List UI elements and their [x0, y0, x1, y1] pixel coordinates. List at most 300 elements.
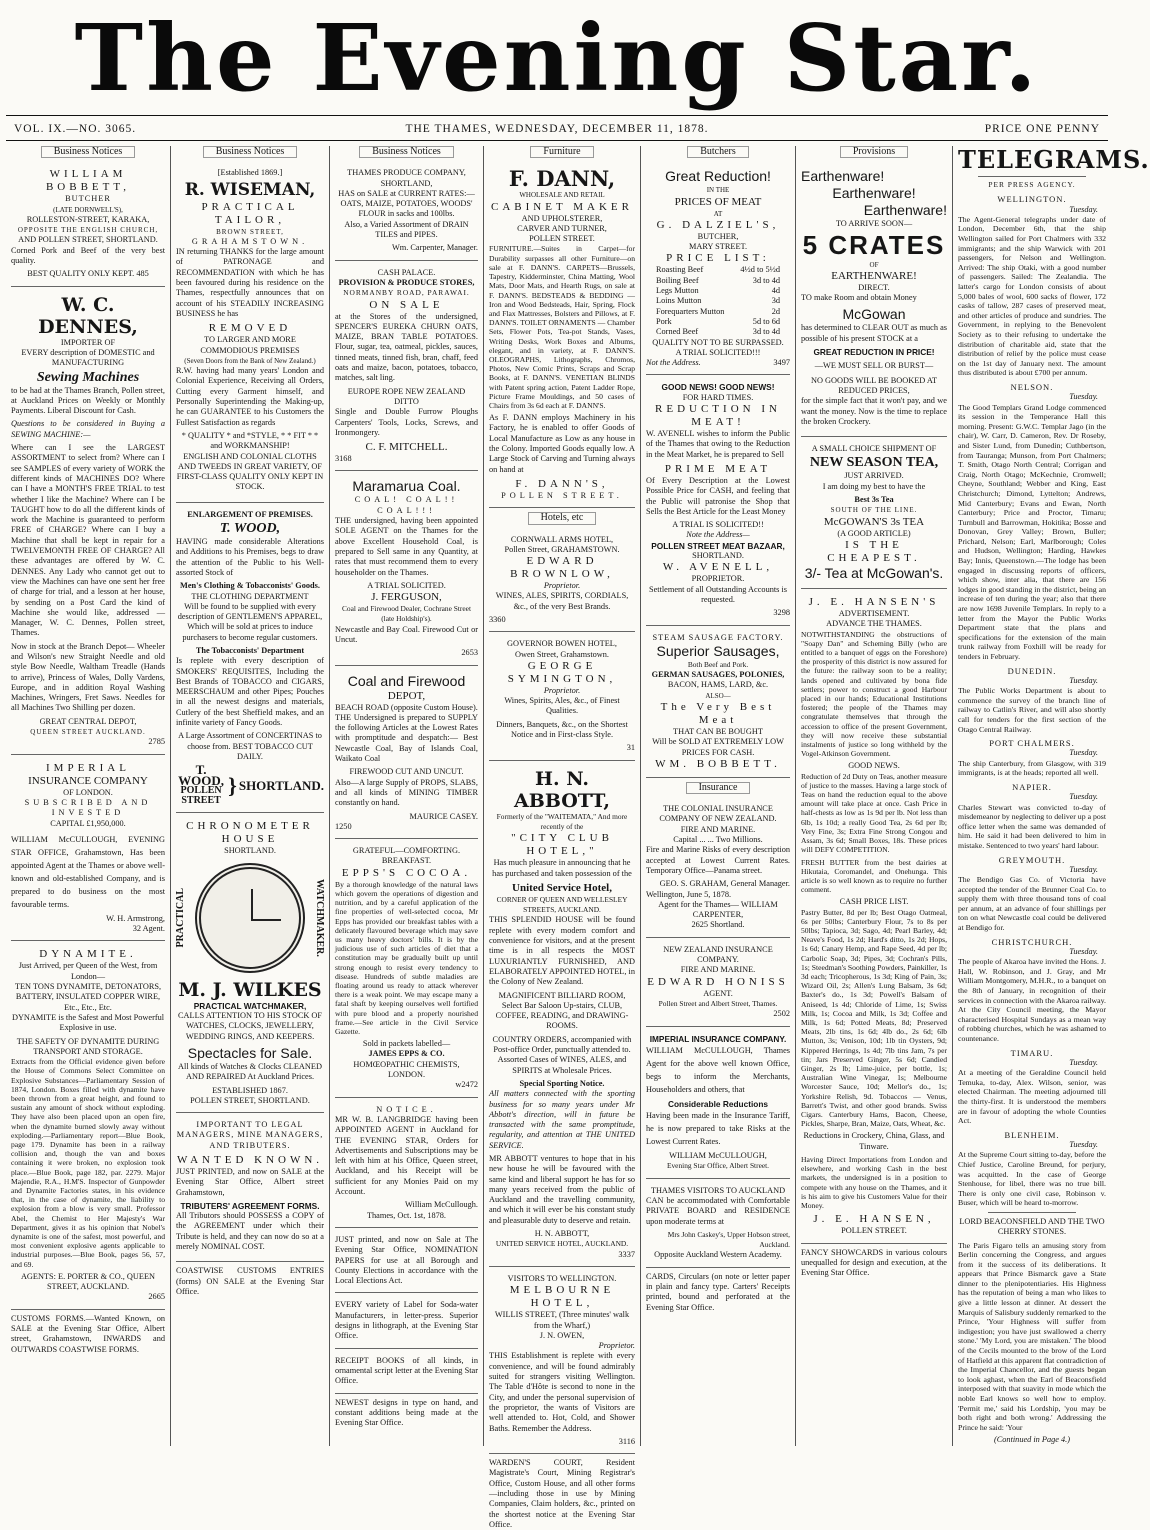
advert-text: COUNTRY ORDERS, accompanied with Post-office Order, punctually attended to. Assorted Cases of WINES, ALES, and SPIRITS at Wholesale Prices.: [492, 1034, 632, 1075]
advert-customs-forms: CUSTOMS FORMS.—Wanted Known, on SALE at the Evening Star Office, Albert street, Grahamstown, INWARDS and OUTWARDS COASTWISE FORMS.: [11, 1313, 165, 1354]
advert-notice-langbridge: [335, 1102, 478, 1228]
advert-address: SHORTLAND.: [692, 551, 744, 561]
advert-text: Wines, Spirits, Ales, &c., of Finest Qualities.: [504, 696, 620, 716]
advert-line: Proprietor.: [543, 685, 581, 695]
advert-address: SHORTLAND.: [238, 777, 324, 793]
advert-line: (LATE DORNWELL'S),: [53, 205, 123, 214]
telegram-item: [958, 382, 1106, 662]
advert-line: EARTHENWARE!: [831, 269, 917, 282]
advert-heading: Men's Clothing & Tobacconists' Goods.: [180, 581, 320, 591]
advert-line: AGENT.: [703, 988, 733, 998]
advert-heading: Earthenware!: [832, 185, 916, 202]
advert-line: [Established 1869.]: [217, 168, 283, 178]
advert-heading: Maramarua Coal.: [352, 478, 461, 495]
advert-heading: GOOD NEWS.: [848, 761, 900, 771]
advert-dalziel: [646, 165, 790, 375]
advert-colonial-insurance: [646, 801, 790, 938]
advert-nomination-papers: JUST printed, and now on Sale at The Evening Star Office, NOMINATION PAPERS for use at all Borough and County Elections in accordance with the Local Elections Act.: [335, 1232, 478, 1293]
advert-line: HAS on SALE at CURRENT RATES:—: [338, 188, 475, 198]
advert-epps-cocoa: [335, 843, 478, 1098]
advert-line: PROPRIETOR.: [691, 574, 745, 584]
advert-heading: IMPERIAL: [46, 761, 130, 774]
advert-signature: WILLIAM McCULLOUGH,: [669, 1151, 767, 1161]
advert-soda-labels: EVERY variety of Label for Soda-water Manufacturers, in letter-press. Superior designs in lithograph, at the Evening Star Office.: [335, 1297, 478, 1348]
advert-address: Pollen Street, GRAHAMSTOWN.: [504, 544, 620, 554]
advert-signature: Wm. Carpenter, Manager.: [391, 243, 478, 253]
telegram-place: BLENHEIM.: [1004, 1129, 1060, 1140]
advert-heading: Earthenware!: [863, 202, 947, 219]
advert-trade: PRACTICAL TAILOR,: [201, 200, 299, 226]
advert-name: EPPS'S COCOA.: [341, 866, 472, 879]
advert-text: W. AVENELL wishes to inform the Public of the Thames that owing to the Reduction in the Meat Market, he is prepared to Sell: [646, 429, 790, 459]
price-list-row: [656, 276, 780, 286]
column-heading: Provisions: [801, 146, 947, 160]
advert-bobbett-sausages: [646, 630, 790, 778]
telegram-place: NAPIER.: [1012, 781, 1052, 792]
advert-heading: Great Reduction!: [665, 168, 771, 185]
column-6: [796, 146, 952, 1446]
telegram-day: Tuesday.: [1069, 864, 1098, 874]
telegram-item: [958, 937, 1106, 1044]
advert-line: DIRECT.: [858, 282, 890, 292]
advert-text: THE Undersigned is prepared to SUPPLY the following Articles at the Lowest Rates with promptitude and despatch:— Best Newcastle Coal, Bay of Islands Coal, Waikato Coal: [335, 712, 478, 764]
advert-line: CAPITAL £1,950,000.: [50, 818, 126, 828]
advert-text: TO make Room and obtain Money: [801, 293, 917, 303]
newspaper-title: The Evening Star.: [74, 4, 1040, 112]
advert-line: QUEEN STREET AUCKLAND.: [30, 728, 146, 737]
section-heading-insurance: Insurance: [646, 782, 790, 796]
advert-line: OF: [869, 260, 879, 269]
price: PRICE ONE PENNY: [984, 123, 1100, 135]
advert-fancy-showcards: FANCY SHOWCARDS in various colours unequalled for design and execution, at the Evening Star Office.: [801, 1247, 947, 1278]
advert-line: IMPORTER OF: [60, 337, 116, 347]
advert-coastwise-entries: COASTWISE CUSTOMS ENTRIES (forms) ON SALE at the Evening Star Office.: [176, 1266, 324, 1296]
advert-heading: WANTED KNOWN.: [176, 1154, 324, 1166]
telegrams-heading: TELEGRAMS.: [958, 145, 1150, 174]
advert-heading: Superior Sausages,: [656, 642, 780, 659]
advert-line: A TRIAL SOLICITED!!!: [675, 347, 761, 357]
advert-address: BROWN STREET,: [216, 227, 284, 236]
advert-text: IN returning THANKS for the large amount of PATRONAGE and RECOMMENDATION with which he has been favoured during his residence on the Thames, respectfully announces that on account of his STEADILY INCREASING BUSINESS he has: [176, 247, 324, 318]
advert-number: w2472: [455, 1080, 478, 1090]
advert-line: (Seven Doors from the Bank of New Zealand.): [184, 356, 316, 365]
advert-line: THAT CAN BE BOUGHT: [673, 726, 763, 736]
telegram-text: Charles Stewart was convicted to-day of misdemeanor by neglecting to deliver up a post office letter when the same was demanded of him. He said it had been delivered to him in mistake. Sentenced to two years' hard labour.: [958, 802, 1106, 850]
telegram-item: [958, 1048, 1106, 1126]
advert-line: Proprietor.: [598, 1341, 635, 1351]
advert-side-label: PRACTICAL: [175, 888, 186, 948]
advert-line: EVERY description of DOMESTIC and MANUFACTURING: [21, 347, 155, 368]
telegram-item: [958, 855, 1106, 933]
advert-number: 31: [626, 743, 635, 753]
advert-heading: TRIBUTERS' AGREEMENT FORMS.: [180, 1200, 320, 1211]
advert-heading: THE COLONIAL INSURANCE COMPANY OF NEW ZEALAND.: [659, 804, 777, 824]
advert-wardens-court-forms: WARDEN'S COURT, Resident Magistrate's Court, Mining Registrar's Office, Custom House, and all other forms—including those in use by Mining Companies, Claim holders, &c., printed on the shortest notice at the Evening Star Office.: [489, 1458, 635, 1529]
advert-trade: CABINET MAKER: [491, 200, 633, 213]
advert-text: has determined to CLEAR OUT as much as possible of his present STOCK at a: [801, 323, 947, 343]
advert-address: BEACH ROAD (opposite Custom House).: [335, 702, 478, 712]
telegram-day: Tuesday.: [1069, 792, 1098, 802]
price-value: 4d: [771, 286, 780, 296]
telegram-text: The Good Templars Grand Lodge commenced its session in the Temperance Hall this morning. Present: G.W.C. Templar Jago (in the chair), W. Carr, D. Cameron, Rev. Dr Roseby, and Sister Lund, from Dunedin; Cuthbertson, from Tauranga; Munson, from Port Chalmers; T. Smith, Otago North Central; Corrigan and Craig, North Otago; McKechnie, Cromwell; Cheyne, Southland; Webber and King, East Christchurch; Dimond, Lyttelton; Andrews, Mid Canterbury; Evans and Ewan, North Canterbury; Price and Proctor, Timaru; Turnbull and Barrowman, Hokitika; Bosse and Donovan, Grey Valley; Brown, Buller; Prichard, Nelson; Earl, Marlborough; Coles and Hudson, Wellington; Harding, Hawkes Bay; Innis, Queenstown.—The lodge has been engaged in discussing reports of officers, which show, inter alia, that there are 156 lodges in good standing in the district, being an increase of ten during the year; also that there are now 1698 Juvenile Templars. In reply to a letter from the Mayor the Public Works Department state that the plans and specifications for the extension of the main trunk railway from Foxhill will be ready for tenders in February.: [958, 402, 1106, 662]
advert-heading: POLLEN STREET MEAT BAZAAR,: [651, 540, 785, 551]
telegram-day: Tuesday.: [1069, 392, 1098, 402]
advert-line: SUBSCRIBED AND INVESTED: [24, 797, 152, 818]
column-4: [484, 146, 640, 1529]
advert-heading: Sewing Machines: [36, 369, 140, 385]
advert-text: Dinners, Banquets, &c., on the Shortest Notice and in First-class Style.: [496, 719, 628, 740]
advert-address-box: T. WOOD, POLLEN STREET } SHORTLAND.: [176, 765, 324, 806]
dateline: THE THAMES, WEDNESDAY, DECEMBER 11, 1878.: [405, 123, 709, 135]
advert-name: W. C. DENNES,: [38, 293, 138, 338]
advert-line: JUST ARRIVED.: [844, 471, 904, 481]
advert-line: Just Arrived, per Queen of the West, from London—: [18, 961, 158, 981]
advert-thames-produce: [335, 165, 478, 260]
advert-heading: The Tobacconists' Department: [195, 645, 305, 655]
advert-address: NORMANBY ROAD, PARAWAI.: [343, 288, 470, 298]
advert-text: Also—A large Supply of PROPS, SLABS, and all kinds of MINING TIMBER constantly on hand.: [335, 777, 478, 808]
advert-heading: THAMES PRODUCE COMPANY, SHORTLAND,: [347, 168, 466, 188]
price-list-row: [656, 286, 780, 296]
advert-tributers: [176, 1117, 324, 1262]
advert-address: POLLEN STREET: [180, 784, 222, 807]
advert-line: AT: [713, 209, 723, 218]
column-2: [171, 146, 329, 1446]
advert-heading: Coal and Firewood: [347, 672, 466, 689]
telegram-day: Tuesday.: [1069, 675, 1098, 685]
advert-line: FOR HARD TIMES.: [682, 392, 754, 402]
advert-text: Single and Double Furrow Ploughs Carpenters' Tools, Locks, Screws, and Ironmongery.: [335, 407, 478, 437]
advert-line: PRICES FOR CASH.: [681, 747, 755, 757]
advert-signature: C. F. MITCHELL.: [365, 441, 448, 454]
telegram-item: [958, 782, 1106, 851]
advert-text: All kinds of Watches & Clocks CLEANED AND REPAIRED At Auckland Prices.: [178, 1061, 322, 1082]
advert-line: Agent for the Thames— WILLIAM CARPENTER,: [658, 899, 778, 920]
advert-line: FIRE AND MARINE.: [680, 965, 756, 975]
advert-heading: THE SAFETY OF DYNAMITE DURING TRANSPORT AND STORAGE.: [16, 1036, 160, 1056]
advert-wilkes: [176, 817, 324, 1113]
advert-heading: Special Sporting Notice.: [519, 1078, 605, 1088]
advert-receipt-books: RECEIPT BOOKS of all kinds, in ornamental script letter at the Evening Star Office.: [335, 1353, 478, 1394]
advert-signature: W. H. Armstrong,: [106, 913, 165, 923]
advert-heading: PRIME MEAT: [664, 462, 772, 475]
advert-heading: REDUCTION IN MEAT!: [655, 403, 781, 429]
advert-text: As F. DANN employs Machinery in his Factory, he is enabled to offer Goods of Local Manufacture as Low as any house in the Colony. Imported Goods equally low. A Large Stock of Carving and Turning always on hand at: [489, 413, 635, 474]
advert-text: Corned Pork and Beef of the very best quality.: [11, 245, 165, 266]
advert-coal-firewood: [335, 670, 478, 840]
advert-signature: J. E. HANSEN,: [813, 1213, 935, 1226]
advert-heading: IMPERIAL INSURANCE COMPANY.: [649, 1033, 787, 1044]
column-heading: Butchers: [646, 146, 790, 160]
advert-number: 2625 Shortland.: [691, 920, 745, 930]
advert-line: Sold in packets labelled—: [362, 1039, 451, 1049]
advert-line: TO LARGER AND MORE COMMODIOUS PREMISES: [200, 335, 300, 355]
advert-line: EUROPE ROPE NEW ZEALAND DITTO: [347, 386, 466, 406]
advert-number: 3360: [489, 615, 506, 624]
advert-text: MR ABBOTT ventures to hope that in his new house he will be favoured with the same kind and liberal support he has for so many years received from the public of Auckland and the travelling community, and which it will ever be his constant study and pleasurable duty to deserve and retain.: [489, 1153, 635, 1225]
advert-line: A SMALL CHOICE SHIPMENT OF: [811, 444, 937, 454]
advert-text: Fire and Marine Risks of every description accepted at Lowest Current Rates. Temporary Office—Panama street.: [646, 845, 790, 875]
advert-line: ESTABLISHED 1867.: [212, 1085, 288, 1095]
advert-imperial-insurance: [11, 759, 165, 942]
advert-heading: Spectacles for Sale.: [187, 1044, 313, 1061]
advert-address: WILLIS STREET, (Three minutes' walk from the Wharf,): [494, 1310, 630, 1330]
advert-abbott: [489, 765, 635, 1267]
advert-cash-palace: [335, 265, 478, 472]
price-value: 5d to 6d: [752, 316, 780, 326]
advert-text: CAN be accommodated with Comfortable PRIVATE BOARD and RESIDENCE upon moderate terms at: [646, 1196, 790, 1226]
advert-heading: ENLARGEMENT OF PREMISES.: [187, 509, 313, 519]
pocket-watch-icon: [195, 863, 305, 973]
advert-text: FRESH BUTTER from the best dairies at Hikutaia, Coromandel, and Onehunga. This article is so well known as to require no further comment.: [801, 857, 947, 895]
advert-name: JAMES EPPS & CO.: [368, 1049, 445, 1059]
advert-line: Both Beef and Pork.: [687, 659, 749, 669]
advert-text: Reduction of 2d Duty on Teas, another measure of justice to the masses. Having a large stock of Teas on hand the reduction equal to the above amount will take place at once. Cash Price in half-chests as low as 1s 9d per lb. Not less than 6lb, 1s 10d; a really Good Tea, 2s 6d per lb; Very Fine, 3s; Extra Fine Strong Congou and Assam, 3s 6d; Small Boxes, 18s. These prices will DEFY COMPETITION.: [801, 771, 947, 855]
telegram-day: Tuesday.: [1069, 1057, 1098, 1067]
price-list-row: [656, 296, 780, 306]
price-value: 2d: [771, 306, 780, 316]
advert-text: WILLIAM McCULLOUGH, EVENING STAR OFFICE, Grahamstown, Has been appointed Agent at the Thames or above well-known and old-established Company, and is prepared to do business on the most favourable terms.: [11, 834, 165, 909]
advert-bobbett: [11, 165, 165, 286]
advert-avenell: [646, 379, 790, 625]
advert-heading: INSURANCE COMPANY: [28, 774, 148, 787]
advert-text: Where can I see the LARGEST ASSORTMENT to select from? Where can I see SAMPLES of every variety of WORK the different kinds of MACHINES DO? Where can I have a MONTH'S FREE TRIAL to test whether I like the Machine? Where can I be TAUGHT how to do all the different kinds of work the Machine is guaranteed to perform FREE of CHARGE? Where can I buy a Machine that shall be kept in repair for a TWELVEMONTH FREE OF CHARGE? All these advantages are offered by W. C. DENNES. Any Lady who cannot get out to view the Machines can have one sent her free of charge for trial, and a lesson at her house, by sending on a Post Card the kind of Machine she would like, addressed — Manager, W. C. Dennes, Pollen street, Thames.: [11, 443, 165, 638]
advert-text: WINES, ALES, SPIRITS, CORDIALS, &c., of the very Best Brands.: [495, 591, 629, 611]
advert-heading: GOVERNOR BOWEN HOTEL,: [507, 639, 617, 649]
column-heading: Business Notices: [176, 146, 324, 160]
advert-heading: CHRONOMETER HOUSE: [186, 820, 314, 846]
price-list-row: [656, 265, 780, 275]
advert-wiseman: [176, 165, 324, 502]
advert-text: JUST PRINTED, and now on SALE at the Evening Star Office, Albert street Grahamstown,: [176, 1167, 324, 1197]
advert-line: FIRE AND MARINE.: [680, 824, 756, 834]
advert-heading: REMOVED: [208, 322, 292, 335]
price-list-row: [656, 307, 780, 317]
advert-line: NO GOODS WILL BE BOOKED AT REDUCED PRICES,: [810, 375, 938, 395]
price-item: Forequarters Mutton: [656, 306, 725, 316]
advert-line: OF LONDON.: [63, 787, 113, 797]
advert-name: McGowan: [842, 306, 906, 323]
telegram-place: TIMARU.: [1010, 1047, 1054, 1058]
advert-line: DEPOT,: [387, 689, 426, 702]
column-heading: Furniture: [489, 146, 635, 160]
price-value: 3d: [771, 296, 780, 306]
advert-text: A Large Assortment of CONCERTINAS to choose from. BEST TOBACCO CUT DAILY.: [178, 731, 322, 761]
advert-name: T. WOOD,: [178, 762, 225, 788]
advert-text: Has much pleasure in announcing that he has purchased and taken possession of the: [492, 858, 632, 878]
advert-heading: ON SALE: [369, 298, 444, 311]
advert-text: Extracts from the Official evidence given before the House of Commons Select Committee on Explosive Substances—Parliamentary Session of 1874, London. Boxes filled with dynamite have been thrown from a great height, and found to sustain any amount of shock without exploding. They have also been placed upon an open fire, when the dynamite burned slowly away without exploding.—Parliamentary report—Blue Book, page 179. Dynamite has been in a railway collision and, though the van and boxes containing it were broken, no explosion took place.—Blue Book, page 182, par. 2279. Major Majendie, R.A., H.M'S. Inspector of Gunpowder and Dynamite Factories states, in his evidence that, in the case of dynamite, the liability to explosion from a blow is very small. Professor Abel, the Chemist to Her Majesty's War Department, gives it as his opinion that Nobel's dynamite is one of the safest, most powerful, and most convenient explosive agents applicable to industrial purposes.—Blue Book, pages 56, 57, and 69.: [11, 1057, 165, 1269]
advert-heading: GREAT REDUCTION IN PRICE!: [813, 347, 935, 358]
advert-name: R. WISEMAN,: [184, 179, 316, 200]
advert-heading: 5 CRATES: [802, 229, 946, 260]
column-3: [330, 146, 483, 1446]
price-item: Corned Beef: [656, 327, 699, 337]
advert-address: Owen Street, Grahamstown.: [514, 649, 609, 659]
telegram-text: The people of Akaroa have invited the Hons. J. Hall, W. Robinson, and J. Gray, and Mr William Montgomery, M.H.R., to a banquet on the 8th of January, in recognition of their services in connection with the Akaroa railway. At the City Council meeting, the Mayor characterised Hospital Sundays as a mean way of robbing churches, which he was ashamed to countenance.: [958, 957, 1106, 1044]
telegram-item: [958, 738, 1106, 778]
telegram-place: GREYMOUTH.: [998, 854, 1066, 865]
advert-text: NOTWITHSTANDING the obstructions of "Soapy Dan" and Scheming Billy (who are entitled to a banquet of eggs on the Foreshore) the prosperity of this district is now assured for the future: the railway soon to be a reality; lands opened and cultivated by bona fide settlers; power to construct a good Harbour placed in our hands; Educational Institutions fostered; the people of the Thames may congratulate themselves that through the accession to office of the present Government, they will now receive these substantial instalments of justice so long withheld by the Vogel-Atkinson Government.: [801, 629, 947, 759]
advert-number: 3497: [773, 358, 790, 368]
advert-line: BACON, HAMS, LARD, &c.: [667, 680, 769, 690]
continued-note: (Continued in Page 4.): [993, 1435, 1071, 1445]
price-item: Pork: [656, 316, 672, 326]
advert-line: TEN TONS DYNAMITE, DETONATORS, BATTERY, INSULATED COPPER WIRE, Etc., Etc., Etc.: [14, 982, 162, 1012]
advert-text: DYNAMITE is the Safest and Most Powerful Explosive in use.: [11, 1012, 165, 1033]
advert-heading: 3/- Tea at McGowan's.: [804, 564, 944, 581]
advert-address: Evening Star Office, Albert Street.: [666, 1161, 770, 1171]
advert-line: Coal and Firewood Dealer, Cochrane Street (late Holdship's).: [342, 604, 471, 624]
advert-type-designs: NEWEST designs in type on hand, and constant additions being made at the Evening Star Office.: [335, 1397, 478, 1428]
advert-signature: H. N. ABBOTT,: [534, 1229, 590, 1239]
advert-dann: [489, 165, 635, 508]
advert-line: A TRIAL SOLICITED.: [367, 580, 446, 590]
advert-line: —WE MUST SELL OR BURST—: [814, 361, 934, 371]
advert-text: for the simple fact that it won't pay, and we want the money. Now is the time to replace the broken Crockery.: [801, 396, 947, 426]
price-list-row: [656, 327, 780, 337]
advert-line: FIREWOOD CUT AND UNCUT.: [349, 767, 464, 777]
price-item: Roasting Beef: [656, 265, 704, 275]
advert-number: 3298: [773, 608, 790, 618]
advert-dynamite: [11, 945, 165, 1309]
advert-signature: WM. BOBBETT.: [655, 757, 781, 770]
advert-number: 2665: [148, 1292, 165, 1302]
advert-line: "CITY CLUB HOTEL,": [511, 832, 613, 858]
price-value: 3d to 4d: [752, 275, 780, 285]
advert-heading: CASH PRICE LIST.: [839, 897, 909, 907]
advert-text: FURNITURE.—Suites in Carpet—for Durability surpasses all other Furniture—on sale at F. DANN'S. CARPETS—Brussels, Tapestry, Kidderminster, China Matting, Wool Mats, Door Mats, and Hearth Rugs, on sale at F. DANN'S. BEDSTEADS & BEDDING — Iron and Wood Bedsteads, Hair, Spring, Flock and Flax Mattresses, Bolsters and Pillows, at F. DANN'S. TOILET ORNAMENTS — Chamber Sets, Flower Pots, Tea-pot Stands, Vases, Writing Desks, Work Boxes and Albums, elegant, and in variety, at F. DANN'S. OLEOGRAPHS, Lithographs, Chromos, Photos, New Comic Prints, Scraps and Scrap Books, at F. DANN'S. VENETIAN BLINDS with Patent spring action, Patent Ladder Rope, Picture Frame Mouldings, and 50 cases of Chairs from 3s 6d each at F. DANN'S.: [489, 244, 635, 410]
advert-address: UNITED SERVICE HOTEL, AUCKLAND.: [495, 1239, 629, 1249]
advert-heading: IMPORTANT TO LEGAL MANAGERS, MINE MANAGERS, AND TRIBUTERS.: [176, 1120, 324, 1150]
advert-heading: VISITORS TO WELLINGTON.: [507, 1273, 617, 1283]
advert-address: POLLEN STREET.: [841, 1226, 907, 1236]
telegram-place: WELLINGTON.: [997, 194, 1067, 205]
advert-number: 2785: [148, 737, 165, 747]
advert-text: THE undersigned, having been appointed SOLE AGENT on the Thames for the above Excellent Household Coal, is prepared to Sell same in any Quantity, at rates that must recommend them to every householder on the Thames.: [335, 516, 478, 577]
telegram-day: Tuesday.: [1069, 204, 1098, 214]
advert-line: A TRIAL IS SOLICITED!!: [672, 520, 764, 530]
advert-signature: J. FERGUSON,: [371, 591, 442, 604]
advert-text: R.W. having had many years' London and Colonial Experience, Receiving all Orders, Cutting every Garment himself, and Personally Superintending the Making-up, he can GUARANTEE to his Customers the Fullest Satisfaction as regards: [176, 366, 324, 427]
advert-line: GERMAN SAUSAGES, POLONIES,: [651, 670, 785, 680]
advert-cards-circulars: CARDS, Circulars (on note or letter paper in plain and fancy type. Carters' Receipts printed, bound and perforated at the Evening Star Office.: [646, 1271, 790, 1312]
advert-text: By a thorough knowledge of the natural laws which govern the operations of digestion and nutrition, and by a careful application of the fine properties of well-selected cocoa, Mr Epps has provided our breakfast tables with a delicately flavoured beverage which may save us many heavy doctors' bills. It is by the judicious use of such articles of diet that a constitution may be gradually built up until strong enough to resist every tendency to disease. Hundreds of subtle maladies are floating around us ready to attack wherever there is a weak point. We may escape many a fatal shaft by keeping ourselves well fortified with pure blood and a properly nourished frame.—See article in the Civil Service Gazette.: [335, 879, 478, 1036]
advert-text: Having been made in the Insurance Tariff, he is now prepared to take Risks at the Lowest Current Rates.: [646, 1111, 790, 1147]
column-1: [6, 146, 170, 1446]
advert-text: HAVING made considerable Alterations and Additions to his Premises, begs to draw the attention of the Public to his Well-assorted Stock of: [176, 537, 324, 577]
advert-line: IN THE: [706, 186, 730, 195]
advert-heading: Earthenware!: [801, 168, 885, 185]
advert-line: SHORTLAND.: [224, 846, 276, 856]
advert-line: Formerly of the "WAITEMATA," And more recently of the: [496, 811, 628, 831]
advert-name: WILLIAM BOBBETT,: [45, 168, 131, 194]
advert-text: WILLIAM McCULLOUGH, Thames Agent for the above well known Office, begs to inform the Merchants, Householders and others, that: [646, 1045, 790, 1094]
masthead: [0, 0, 1114, 118]
telegram-place: CHRISTCHURCH.: [991, 936, 1073, 947]
advert-line: WHOLESALE AND RETAIL: [519, 191, 605, 200]
price-list-row: [656, 317, 780, 327]
advert-side-label: WATCHMAKER.: [314, 878, 325, 957]
price-list-heading: PRICE LIST:: [666, 252, 770, 265]
price-item: Legs Mutton: [656, 286, 699, 296]
advert-address: MARY STREET.: [688, 242, 748, 252]
advert-text: Is replete with every description of SMOKERS' REQUISITES, Including the Best Brands of TOBACCO and CIGARS, MEERSCHAUM and other Pipes; Pouches in all the newest designs and materials, Cutlery of the best Sheffield makes, and an infinite variety of Fancy Goods.: [176, 656, 324, 728]
advert-text: All matters connected with the sporting business for so many years under Mr Abbott's direction, will in future be transacted with the same promptitude, regularity, and attention at THE UNITED SERVICE.: [489, 1089, 635, 1150]
advert-number: 1250: [335, 821, 352, 831]
column-5: [641, 146, 795, 1446]
advert-text: Reductions in Crockery, China, Glass, and Tinware.: [803, 1131, 945, 1151]
price-list: [646, 265, 790, 337]
advert-address: OPPOSITE THE ENGLISH CHURCH,: [17, 226, 159, 235]
advert-date: Thames, Oct. 1st, 1878.: [366, 1210, 447, 1220]
telegram-list: [958, 194, 1106, 1208]
advert-heading: NEW SEASON TEA,: [809, 455, 939, 471]
advert-number: 3337: [618, 1249, 635, 1259]
advert-line: TO ARRIVE SOON—: [835, 219, 913, 229]
advert-nz-insurance: [646, 942, 790, 1027]
advert-line: HOMŒOPATHIC CHEMISTS, LONDON.: [353, 1059, 460, 1080]
advert-line: AGENTS: E. PORTER & CO., QUEEN STREET, AUCKLAND.: [20, 1271, 156, 1292]
advert-address: POLLEN STREET.: [529, 234, 595, 244]
advert-melbourne-hotel: [489, 1271, 635, 1454]
advert-line: ADVERTISEMENT.: [838, 608, 910, 618]
advert-heading: Considerable Reductions: [667, 1098, 769, 1109]
advert-imperial-insurance-2: [646, 1031, 790, 1179]
advert-line: IS THE CHEAPEST.: [827, 538, 921, 564]
price-value: 4½d to 5½d: [740, 265, 780, 275]
advert-heading: The Very Best Meat: [660, 700, 776, 726]
column-heading: Business Notices: [335, 146, 478, 160]
advert-heading: NEW ZEALAND INSURANCE COMPANY.: [663, 944, 773, 965]
advert-line: PROVISION & PRODUCE STORES,: [338, 277, 475, 287]
price-item: Loins Mutton: [656, 296, 702, 306]
advert-name: F. DANN,: [508, 166, 616, 192]
advert-number: 32 Agent.: [132, 924, 165, 934]
advert-line: (A GOOD ARTICLE): [837, 528, 911, 538]
advert-address: AND POLLEN STREET, SHORTLAND.: [18, 235, 158, 245]
telegram-place: DUNEDIN.: [1007, 665, 1057, 676]
telegram-day: Tuesday.: [1069, 946, 1098, 956]
advert-text: I am doing my best to have the: [822, 481, 926, 491]
column-telegrams: [953, 145, 1150, 1446]
advert-signature: William McCullough.: [405, 1200, 478, 1210]
advert-name: M. J. WILKES: [178, 978, 322, 1001]
advert-line: Opposite Auckland Western Academy.: [654, 1250, 782, 1260]
advert-trade: AND UPHOLSTERER,: [521, 213, 603, 223]
advert-address: Pollen Street and Albert Street, Thames.: [658, 998, 778, 1008]
advert-signature: F. DANN'S,: [515, 477, 609, 490]
advert-number: 2653: [461, 648, 478, 658]
advert-heading: DYNAMITE.: [39, 948, 137, 961]
advert-text: ENGLISH AND COLONIAL CLOTHS AND TWEEDS IN GREAT VARIETY, OF FIRST-CLASS QUALITY ONLY KEPT IN STOCK.: [176, 451, 324, 492]
advert-line: Proprietor.: [543, 581, 581, 591]
advert-line: GREAT CENTRAL DEPOT,: [39, 716, 137, 726]
advert-line: THE CLOTHING DEPARTMENT: [191, 591, 309, 601]
telegram-day: Tuesday.: [1069, 748, 1098, 758]
advert-name: G. DALZIEL'S,: [656, 218, 780, 231]
advert-line: Not the Address.: [646, 358, 701, 368]
advert-heading: THAMES VISITORS TO AUCKLAND: [650, 1185, 786, 1195]
advert-cornwall-arms: [489, 532, 635, 633]
advert-heading: GRATEFUL—COMFORTING.: [352, 846, 461, 856]
advert-line: McGOWAN'S 3s TEA: [823, 515, 925, 528]
advert-text: Newcastle and Bay Coal. Firewood Cut or Uncut.: [335, 624, 478, 644]
advert-trade: BUTCHER,: [697, 231, 739, 241]
section-heading-hotels: Hotels, etc: [489, 512, 635, 526]
telegram-text: At a meeting of the Geraldine Council held Temuka, to-day, Alex. Wilson, senior, was elected Chairman. The meeting adjourned till the thirty-first. It is understood the members are in favour of adopting the whole Counties Act.: [958, 1068, 1106, 1126]
advert-maramarua-coal: [335, 475, 478, 665]
